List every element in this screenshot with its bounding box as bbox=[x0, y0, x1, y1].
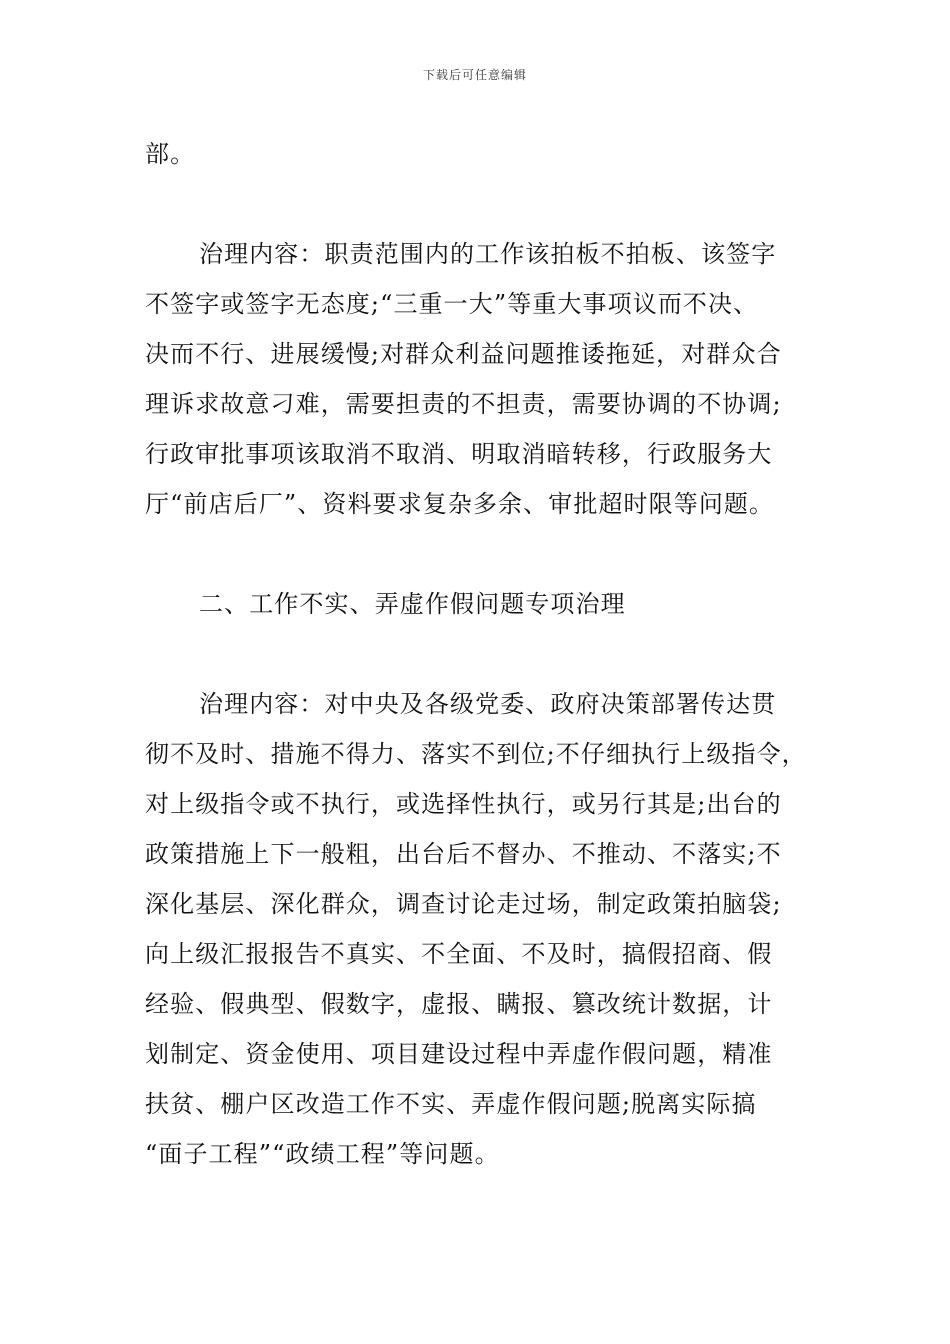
text-line: 决而不行、进展缓慢;对群众利益问题推诿拖延，对群众合 bbox=[145, 340, 782, 368]
text-line: 行政审批事项该取消不取消、明取消暗转移，行政服务大 bbox=[145, 440, 773, 468]
text-line: 政策措施上下一般粗，出台后不督办、不推动、不落实;不 bbox=[145, 840, 782, 868]
text-line: 不签字或签字无态度;“三重一大”等重大事项议而不决、 bbox=[145, 290, 759, 318]
text-line: 治理内容：对中央及各级党委、政府决策部署传达贯 bbox=[199, 690, 777, 718]
text-line: “面子工程”“政绩工程”等问题。 bbox=[145, 1140, 500, 1168]
text-line: 深化基层、深化群众，调查讨论走过场，制定政策拍脑袋; bbox=[145, 890, 782, 918]
paragraph-continuation bbox=[145, 129, 813, 179]
text-line: 厅“前店后厂”、资料要求复杂多余、审批超时限等问题。 bbox=[145, 490, 775, 518]
text-line: 经验、假典型、假数字，虚报、瞒报、篡改统计数据，计 bbox=[145, 990, 773, 1018]
text-line: 扶贫、棚户区改造工作不实、弄虚作假问题;脱离实际搞 bbox=[145, 1090, 757, 1118]
document-body bbox=[145, 129, 813, 1179]
text-line: 治理内容：职责范围内的工作该拍板不拍板、该签字 bbox=[199, 240, 777, 268]
section-heading bbox=[145, 579, 813, 629]
paragraph-governance-content-2 bbox=[145, 679, 813, 1179]
page-header: 下载后可任意编辑 bbox=[422, 68, 527, 82]
heading-line: 二、工作不实、弄虚作假问题专项治理 bbox=[199, 590, 626, 618]
paragraph-gap bbox=[145, 529, 813, 579]
text-line: 划制定、资金使用、项目建设过程中弄虚作假问题，精准 bbox=[145, 1040, 773, 1068]
paragraph-gap bbox=[145, 629, 813, 679]
text-line: 彻不及时、措施不得力、落实不到位;不仔细执行上级指令， bbox=[145, 740, 807, 768]
text-line: 向上级汇报报告不真实、不全面、不及时，搞假招商、假 bbox=[145, 940, 773, 968]
text-line: 对上级指令或不执行，或选择性执行，或另行其是;出台的 bbox=[145, 790, 782, 818]
paragraph-gap bbox=[145, 179, 813, 229]
text-line: 理诉求故意刁难，需要担责的不担责，需要协调的不协调; bbox=[145, 390, 782, 418]
text-line: 部。 bbox=[145, 140, 196, 168]
paragraph-governance-content-1 bbox=[145, 229, 813, 529]
